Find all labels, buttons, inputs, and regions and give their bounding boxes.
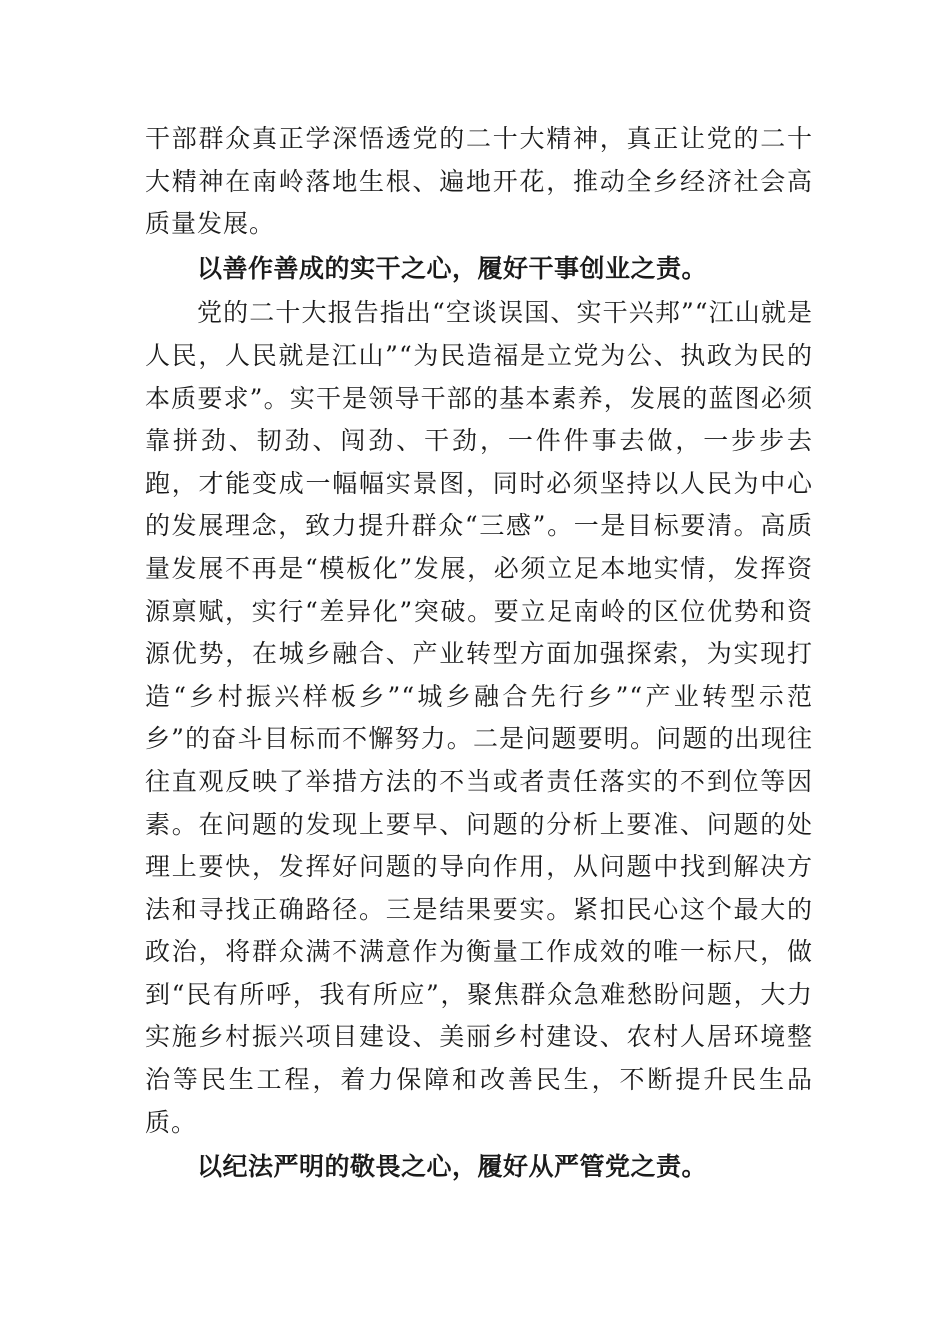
section-heading-strict-discipline: 以纪法严明的敬畏之心，履好从严管党之责。 (197, 1152, 708, 1182)
section-heading-practical-work: 以善作善成的实干之心，履好干事创业之责。 (197, 253, 708, 283)
paragraph-practical-work: 党的二十大报告指出“空谈误国、实干兴邦”“江山就是人民，人民就是江山”“为民造福是立党为公、执政为民的本质要求”。实干是领导干部的基本素养，发展的蓝图必须靠拼劲、韧劲、闯劲、干劲，一件件事去做，一步步去跑，才能变成一幅幅实景图，同时必须坚持以人民为中心的发展理念，致力提升群众“三感”。一是目标要清。高质量发展不再是“模板化”发展，必须立足本地实情，发挥资源禀赋，实行“差异化”突破。要立足南岭的区位优势和资源优势，在城乡融合、产业转型方面加强探索，为实现打造“乡村振兴样板乡”“城乡融合先行乡”“产业转型示范乡”的奋斗目标而不懈努力。二是问题要明。问题的出现往往直观反映了举措方法的不当或者责任落实的不到位等因素。在问题的发现上要早、问题的分析上要准、问题的处理上要快，发挥好问题的导向作用，从问题中找到解决方法和寻找正确路径。三是结果要实。紧扣民心这个最大的政治，将群众满不满意作为衡量工作成效的唯一标尺，做到“民有所呼，我有所应”，聚焦群众急难愁盼问题，大力实施乡村振兴项目建设、美丽乡村建设、农村人居环境整治等民生工程，着力保障和改善民生，不断提升民生品质。 (145, 298, 813, 1137)
document-body (145, 118, 813, 1191)
paragraph-continued: 干部群众真正学深悟透党的二十大精神，真正让党的二十大精神在南岭落地生根、遍地开花，推动全乡经济社会高质量发展。 (145, 124, 813, 239)
